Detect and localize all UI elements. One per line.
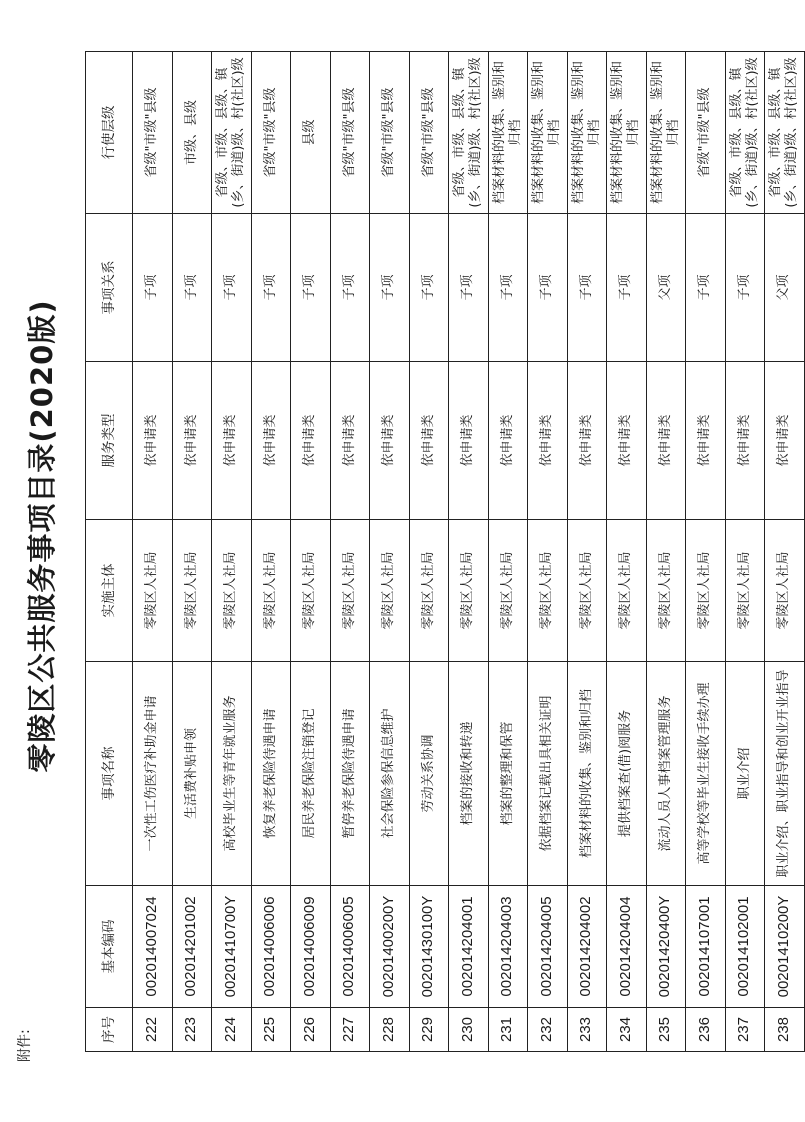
cell-agency: 零陵区人社局	[409, 520, 449, 662]
table-row	[449, 52, 489, 1052]
cell-level: 县级	[291, 52, 331, 214]
cell-item-name: 档案材料的收集、鉴别和归档	[567, 662, 607, 886]
cell-relation: 子项	[330, 214, 370, 362]
cell-agency: 零陵区人社局	[172, 520, 212, 662]
cell-agency: 零陵区人社局	[133, 520, 173, 662]
cell-serial: 232	[528, 1008, 568, 1052]
cell-serial: 229	[409, 1008, 449, 1052]
cell-agency: 零陵区人社局	[449, 520, 489, 662]
cell-level: 档案材料的收集、鉴别和归档	[567, 52, 607, 214]
cell-relation: 子项	[449, 214, 489, 362]
cell-item-name: 一次性工伤医疗补助金申请	[133, 662, 173, 886]
cell-serial: 235	[646, 1008, 686, 1052]
cell-level: 档案材料的收集、鉴别和归档	[607, 52, 647, 214]
cell-agency: 零陵区人社局	[291, 520, 331, 662]
cell-serial: 227	[330, 1008, 370, 1052]
cell-relation: 子项	[251, 214, 291, 362]
cell-code: 00201410200Y	[765, 886, 805, 1008]
cell-relation: 父项	[646, 214, 686, 362]
service-items-table	[85, 51, 805, 1052]
cell-service-type: 依申请类	[646, 362, 686, 520]
cell-item-name: 生活费补贴申领	[172, 662, 212, 886]
table-row	[646, 52, 686, 1052]
header-agency: 实施主体	[86, 520, 133, 662]
cell-service-type: 依申请类	[172, 362, 212, 520]
cell-service-type: 依申请类	[765, 362, 805, 520]
cell-serial: 231	[488, 1008, 528, 1052]
cell-agency: 零陵区人社局	[370, 520, 410, 662]
cell-level: 省级"市级"县级	[409, 52, 449, 214]
cell-level: 省级、市级、县级、镇(乡、街道)级、村(社区)级	[212, 52, 252, 214]
cell-service-type: 依申请类	[725, 362, 765, 520]
cell-serial: 233	[567, 1008, 607, 1052]
cell-service-type: 依申请类	[409, 362, 449, 520]
cell-agency: 零陵区人社局	[330, 520, 370, 662]
table-row	[607, 52, 647, 1052]
table-row	[251, 52, 291, 1052]
cell-item-name: 劳动关系协调	[409, 662, 449, 886]
cell-serial: 226	[291, 1008, 331, 1052]
cell-relation: 子项	[567, 214, 607, 362]
table-row	[172, 52, 212, 1052]
cell-agency: 零陵区人社局	[646, 520, 686, 662]
cell-item-name: 档案的接收和转递	[449, 662, 489, 886]
cell-code: 002014006005	[330, 886, 370, 1008]
cell-serial: 238	[765, 1008, 805, 1052]
cell-level: 省级"市级"县级	[370, 52, 410, 214]
table-row	[133, 52, 173, 1052]
cell-code: 00201420400Y	[646, 886, 686, 1008]
cell-agency: 零陵区人社局	[725, 520, 765, 662]
cell-service-type: 依申请类	[251, 362, 291, 520]
cell-relation: 子项	[212, 214, 252, 362]
cell-code: 002014204004	[607, 886, 647, 1008]
cell-serial: 237	[725, 1008, 765, 1052]
cell-code: 002014204001	[449, 886, 489, 1008]
cell-level: 省级、市级、县级、镇(乡、街道)级、村(社区)级	[449, 52, 489, 214]
table-row	[725, 52, 765, 1052]
cell-item-name: 档案的整理和保管	[488, 662, 528, 886]
cell-agency: 零陵区人社局	[488, 520, 528, 662]
table-row	[765, 52, 805, 1052]
cell-code: 002014007024	[133, 886, 173, 1008]
header-relation: 事项关系	[86, 214, 133, 362]
cell-serial: 224	[212, 1008, 252, 1052]
cell-level: 市级、县级	[172, 52, 212, 214]
header-code: 基本编码	[86, 886, 133, 1008]
cell-serial: 223	[172, 1008, 212, 1052]
cell-item-name: 流动人员人事档案管理服务	[646, 662, 686, 886]
cell-serial: 234	[607, 1008, 647, 1052]
cell-relation: 子项	[172, 214, 212, 362]
table-row	[212, 52, 252, 1052]
cell-code: 002014204003	[488, 886, 528, 1008]
cell-code: 002014006009	[291, 886, 331, 1008]
cell-level: 档案材料的收集、鉴别和归档	[488, 52, 528, 214]
cell-service-type: 依申请类	[291, 362, 331, 520]
cell-level: 省级、市级、县级、镇(乡、街道)级、村(社区)级	[725, 52, 765, 214]
cell-relation: 子项	[291, 214, 331, 362]
cell-service-type: 依申请类	[212, 362, 252, 520]
header-level: 行使层级	[86, 52, 133, 214]
cell-relation: 子项	[528, 214, 568, 362]
cell-item-name: 职业介绍、职业指导和创业开业指导	[765, 662, 805, 886]
cell-service-type: 依申请类	[567, 362, 607, 520]
table-row	[488, 52, 528, 1052]
cell-code: 002014204002	[567, 886, 607, 1008]
cell-agency: 零陵区人社局	[251, 520, 291, 662]
cell-relation: 子项	[133, 214, 173, 362]
cell-serial: 228	[370, 1008, 410, 1052]
cell-item-name: 社会保险参保信息维护	[370, 662, 410, 886]
table-row	[409, 52, 449, 1052]
cell-code: 002014107001	[686, 886, 726, 1008]
cell-agency: 零陵区人社局	[212, 520, 252, 662]
cell-level: 省级"市级"县级	[686, 52, 726, 214]
table-row	[528, 52, 568, 1052]
page-title: 零陵区公共服务事项目录(2020版)	[25, 299, 59, 773]
cell-relation: 子项	[607, 214, 647, 362]
cell-service-type: 依申请类	[370, 362, 410, 520]
cell-service-type: 依申请类	[528, 362, 568, 520]
cell-service-type: 依申请类	[488, 362, 528, 520]
cell-item-name: 高等学校等毕业生接收手续办理	[686, 662, 726, 886]
cell-code: 002014201002	[172, 886, 212, 1008]
cell-relation: 子项	[725, 214, 765, 362]
header-item-name: 事项名称	[86, 662, 133, 886]
table-row	[370, 52, 410, 1052]
cell-level: 省级、市级、县级、镇(乡、街道)级、村(社区)级	[765, 52, 805, 214]
cell-code: 00201430100Y	[409, 886, 449, 1008]
cell-relation: 子项	[488, 214, 528, 362]
cell-code: 002014204005	[528, 886, 568, 1008]
cell-agency: 零陵区人社局	[765, 520, 805, 662]
table-row	[686, 52, 726, 1052]
cell-item-name: 恢复养老保险待遇申请	[251, 662, 291, 886]
cell-relation: 子项	[409, 214, 449, 362]
cell-item-name: 暂停养老保险待遇申请	[330, 662, 370, 886]
cell-relation: 子项	[370, 214, 410, 362]
cell-serial: 236	[686, 1008, 726, 1052]
cell-serial: 230	[449, 1008, 489, 1052]
table-row	[567, 52, 607, 1052]
cell-relation: 子项	[686, 214, 726, 362]
cell-item-name: 居民养老保险注销登记	[291, 662, 331, 886]
cell-service-type: 依申请类	[330, 362, 370, 520]
cell-service-type: 依申请类	[686, 362, 726, 520]
table-body	[133, 52, 805, 1052]
cell-code: 002014102001	[725, 886, 765, 1008]
cell-serial: 222	[133, 1008, 173, 1052]
cell-item-name: 职业介绍	[725, 662, 765, 886]
cell-agency: 零陵区人社局	[567, 520, 607, 662]
cell-code: 00201410700Y	[212, 886, 252, 1008]
cell-service-type: 依申请类	[449, 362, 489, 520]
cell-service-type: 依申请类	[607, 362, 647, 520]
cell-level: 档案材料的收集、鉴别和归档	[528, 52, 568, 214]
cell-code: 002014006006	[251, 886, 291, 1008]
cell-relation: 父项	[765, 214, 805, 362]
table-header-row	[86, 52, 133, 1052]
cell-agency: 零陵区人社局	[686, 520, 726, 662]
cell-code: 00201400200Y	[370, 886, 410, 1008]
cell-item-name: 高校毕业生等青年就业服务	[212, 662, 252, 886]
table-row	[330, 52, 370, 1052]
cell-level: 档案材料的收集、鉴别和归档	[646, 52, 686, 214]
cell-item-name: 依据档案记载出具相关证明	[528, 662, 568, 886]
cell-level: 省级"市级"县级	[133, 52, 173, 214]
cell-service-type: 依申请类	[133, 362, 173, 520]
header-service-type: 服务类型	[86, 362, 133, 520]
table-row	[291, 52, 331, 1052]
cell-agency: 零陵区人社局	[528, 520, 568, 662]
attachment-label: 附件:	[17, 1029, 33, 1062]
cell-item-name: 提供档案查(借)阅服务	[607, 662, 647, 886]
cell-level: 省级"市级"县级	[251, 52, 291, 214]
cell-serial: 225	[251, 1008, 291, 1052]
cell-level: 省级"市级"县级	[330, 52, 370, 214]
header-serial: 序号	[86, 1008, 133, 1052]
cell-agency: 零陵区人社局	[607, 520, 647, 662]
